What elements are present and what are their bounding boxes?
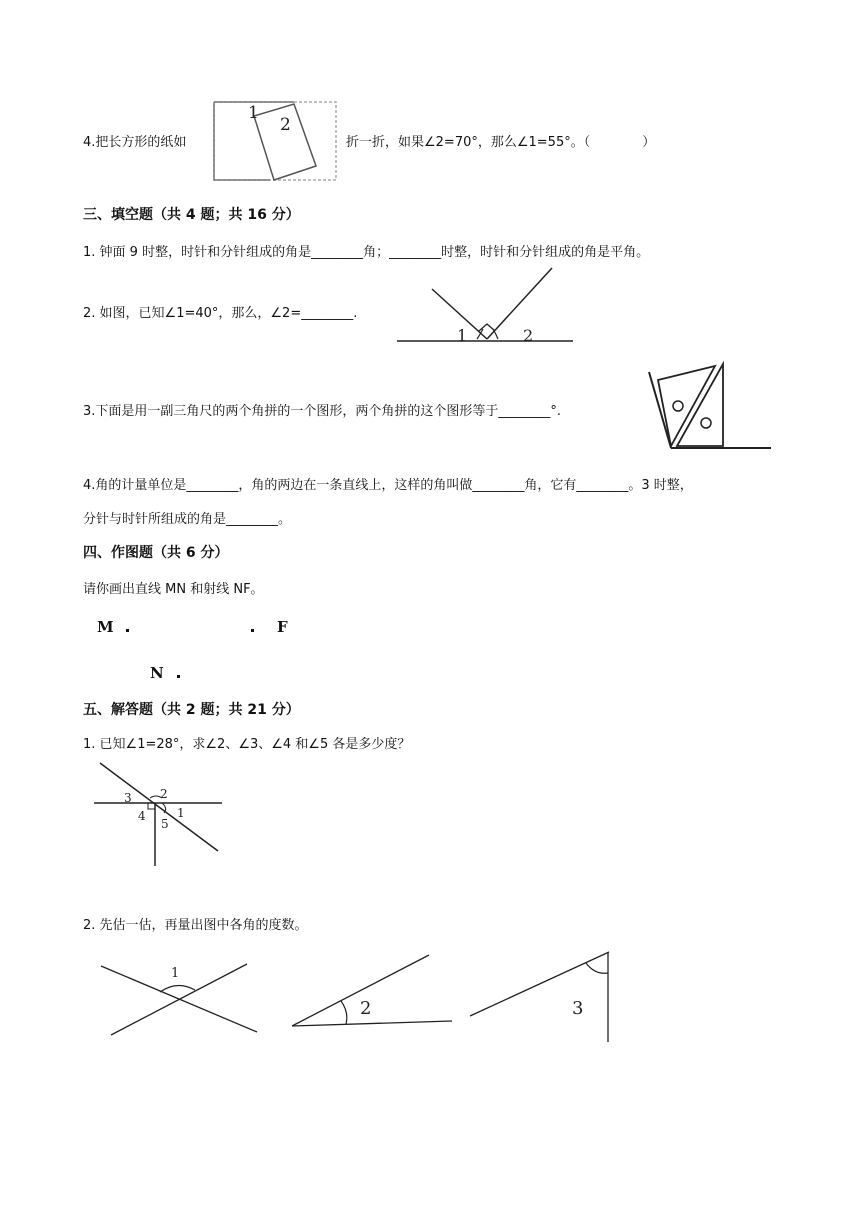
point-m-label: M <box>97 618 114 636</box>
point-n-dot <box>177 675 180 678</box>
q2-angle-label-2: 2 <box>523 326 534 345</box>
estimate-angles-figure <box>95 948 715 1048</box>
section3-q3: 3.下面是用一副三角尺的两个角拼的一个图形，两个角拼的这个图形等于________°. <box>83 404 562 419</box>
point-n-label: N <box>150 664 164 682</box>
five-angles-figure <box>92 758 232 868</box>
five-angles-label-5: 5 <box>161 817 169 831</box>
fold-label-1: 1 <box>248 103 259 123</box>
q4-fold-text-after: 折一折，如果∠2=70°，那么∠1=55°。（ ） <box>346 135 656 150</box>
section5-heading: 五、解答题（共 2 题；共 21 分） <box>83 702 300 718</box>
angle-figure-q2 <box>395 263 585 353</box>
section4-heading: 四、作图题（共 6 分） <box>83 545 229 561</box>
q2-angle-label-1: 1 <box>457 326 468 345</box>
five-angles-label-3: 3 <box>124 791 132 805</box>
point-f-dot <box>251 629 254 632</box>
angle-label-2: 2 <box>360 998 372 1019</box>
five-angles-label-4: 4 <box>138 809 146 823</box>
section3-q4-line1: 4.角的计量单位是________，角的两边在一条直线上，这样的角叫做________角，它有________。3 时整， <box>83 478 693 493</box>
q4-fold-text-before: 4.把长方形的纸如 <box>83 135 187 150</box>
section3-q2: 2. 如图，已知∠1=40°，那么，∠2=________. <box>83 306 358 321</box>
section3-q1: 1. 钟面 9 时整，时针和分针组成的角是________角；________时整，时针和分针组成的角是平角。 <box>83 245 650 260</box>
section3-heading: 三、填空题（共 4 题；共 16 分） <box>83 207 300 223</box>
section5-q1: 1. 已知∠1=28°，求∠2、∠3、∠4 和∠5 各是多少度？ <box>83 737 411 752</box>
five-angles-label-2: 2 <box>160 787 168 801</box>
section3-q4-line2: 分针与时针所组成的角是________。 <box>83 512 292 527</box>
five-angles-label-1: 1 <box>177 806 185 820</box>
point-f-label: F <box>277 618 288 636</box>
section5-q2: 2. 先估一估，再量出图中各角的度数。 <box>83 918 308 933</box>
fold-label-2: 2 <box>280 115 291 135</box>
section4-instruction: 请你画出直线 MN 和射线 NF。 <box>83 582 264 597</box>
triangle-rulers-figure <box>645 358 775 453</box>
point-m-dot <box>126 629 129 632</box>
angle-label-1: 1 <box>171 966 180 981</box>
angle-label-3: 3 <box>572 998 584 1019</box>
folded-paper-figure <box>210 96 340 186</box>
